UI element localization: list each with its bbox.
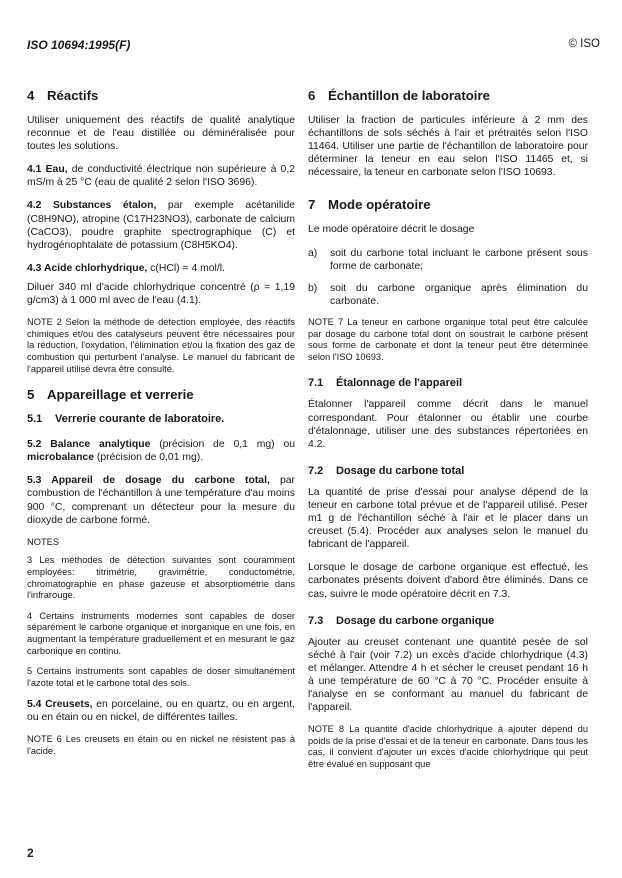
note-5: 5 Certains instruments sont capables de doser simultanément l'azote total et le carbone total des sols. <box>27 666 295 688</box>
section-5-4: 5.4 Creusets, en porcelaine, ou en quartz, ou en argent, ou en étain ou en nickel, de différentes tailles. <box>27 699 295 724</box>
copyright-mark: © ISO <box>568 38 600 50</box>
section-7-2-heading: 7.2 Dosage du carbone total <box>308 464 465 477</box>
section-7-3-text: Ajouter au creuset contenant une quantité pesée de sol séché à l'air (voir 7.2) un excès d'acide chlorhydrique (4.3) et mélanger. Attendre 4 h et sécher le creuset pendant 16 h à une température de 60 °C à 70 °C. Procéder ensuite à l'analyse en se conformant au manuel du fabricant de l'appareil. <box>308 636 588 714</box>
section-7-1-text: Étalonner l'appareil comme décrit dans le manuel correspondant. Pour étalonner ou établir une courbe d'étalonnage, utiliser une des substances répertoriées en 4.2. <box>308 399 588 450</box>
section-7-2-text: La quantité de prise d'essai pour analyse dépend de la teneur en carbone total prévue et de l'appareil utilisé. Peser m1 g de l'échantillon séché à l'air et le placer dans un creuset (5.4). Procéder aux analyses selon le manuel du fabricant de l'appareil. <box>308 486 588 551</box>
list-item-a: a) soit du carbone total incluant le carbone présent sous forme de carbonate; <box>308 247 588 272</box>
section-4-3-dilution: Diluer 340 ml d'acide chlorhydrique concentré (ρ = 1,19 g/cm3) à 1 000 ml avec de l'eau (4.1). <box>27 281 295 307</box>
section-7-heading: 7 Mode opératoire <box>308 197 431 213</box>
notes-label: NOTES <box>27 536 60 547</box>
section-6-heading: 6 Échantillon de laboratoire <box>308 88 490 103</box>
section-4-2: 4.2 Substances étalon, par exemple acétanilide (C8H9NO), atropine (C17H23NO3), carbonate de calcium (CaCO3), poudre graphite spectrographique (C) et hydrogénophtalate de potassium (C8H5KO4). <box>27 200 296 251</box>
note-6: NOTE 6 Les creusets en étain ou en nickel ne résistent pas à l'acide. <box>27 734 295 757</box>
section-5-3: 5.3 Appareil de dosage du carbone total, par combustion de l'échantillon à une température d'au moins 900 °C, comprenant un détecteur pour la mesure du dioxyde de carbone formé. <box>27 475 296 526</box>
list-item-b: b) soit du carbone organique après élimination du carbonate. <box>308 282 588 307</box>
note-3: 3 Les méthodes de détection suivantes sont couramment employées: titrimétrie, gravimétrie, conductométrie, chromatographie en phase gazeuse et absorptiométrie dans l'infrarouge. <box>27 555 295 601</box>
note-2: NOTE 2 Selon la méthode de détection employée, des réactifs chimiques et/ou des catalyseurs peuvent être nécessaires pour la réduction, l'oxydation, l'élimination et/ou la fixation des gaz de combustion qui perturbent l'analyse. Le manuel du fabricant de l'appareil utilisé devra être consulté. <box>27 317 295 374</box>
section-4-intro: Utiliser uniquement des réactifs de qualité analytique reconnue et de l'eau distillée ou déminéralisée pour toutes les solutions. <box>27 115 295 153</box>
section-5-heading: 5 Appareillage et verrerie <box>27 387 194 403</box>
right-column <box>308 88 588 780</box>
document-reference: ISO 10694:1995(F) <box>27 38 131 52</box>
section-4-3: 4.3 Acide chlorhydrique, c(HCl) = 4 mol/l. <box>27 262 225 274</box>
page-number: 2 <box>27 846 34 860</box>
section-7-intro: Le mode opératoire décrit le dosage <box>308 224 475 236</box>
section-7-1-heading: 7.1 Étalonnage de l'appareil <box>308 377 463 390</box>
section-7-3-heading: 7.3 Dosage du carbone organique <box>308 614 495 627</box>
note-7: NOTE 7 La teneur en carbone organique total peut être calculée par dosage du carbone total dont on soustrait le carbone présent sous forme de carbonate et dont la teneur peut être déterminée selon l'ISO 10693. <box>308 316 588 362</box>
section-7-2-text-2: Lorsque le dosage de carbone organique est effectué, les carbonates présents doivent d'abord être éliminés. Dans ce cas, suivre le mode opératoire décrit en 7.3. <box>308 562 588 600</box>
note-8: NOTE 8 La quantité d'acide chlorhydrique à ajouter dépend du poids de la prise d'essai et de la teneur en carbonate. Dans tous les cas, il convient d'ajouter un excès d'acide chlorhydrique qui peut être évalué en supposant que <box>308 724 588 770</box>
section-4-1: 4.1 Eau, de conductivité électrique non supérieure à 0,2 mS/m à 25 °C (eau de qualité 2 selon l'ISO 3696). <box>27 164 295 189</box>
note-4: 4 Certains instruments modernes sont capables de doser séparément le carbone organique et inorganique en une fois, en augmentant la température graduellement et en mesurant le gaz carbonique en continu. <box>27 610 295 656</box>
section-5-1-heading: 5.1 Verrerie courante de laboratoire. <box>27 413 225 426</box>
section-4-heading: 4 Réactifs <box>27 88 99 103</box>
left-column <box>27 88 295 767</box>
section-6-text: Utiliser la fraction de particules inférieure à 2 mm des échantillons de sols séchés à l'air et prétraités selon l'ISO 11464. Utiliser une partie de l'échantillon de laboratoire pour déterminer la teneur en eau selon l'ISO 11465 et, si nécessaire, la teneur en carbonate selon l'ISO 10693. <box>308 115 588 179</box>
section-5-2: 5.2 Balance analytique (précision de 0,1 mg) ou microbalance (précision de 0,01 mg). <box>27 439 296 464</box>
